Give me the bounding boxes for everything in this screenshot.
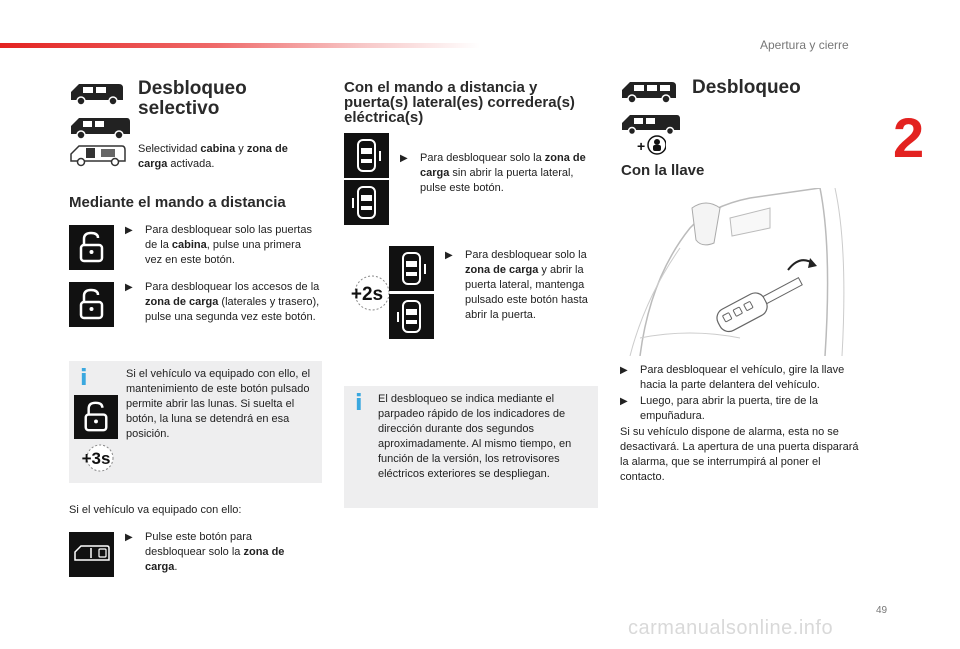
- unlock-button-icon: [69, 225, 114, 270]
- van-long-icon: [69, 114, 132, 140]
- info-indicators-text: El desbloqueo se indica mediante el parpadeo rápido de los indicadores de dirección durante dos segundos aproximadamente. Al mismo tiempo, en función de la versión, los retrovisores eléctricos exteriores se despliegan.: [378, 393, 572, 480]
- unlock-button-icon: [74, 395, 118, 439]
- chapter-number: 2: [893, 106, 925, 169]
- van-icon: [620, 78, 678, 104]
- selectivity-text: Selectividad cabina y zona de carga activada.: [138, 143, 288, 170]
- key-heading: Con la llave: [621, 162, 705, 179]
- bullet-icon: ▶: [125, 532, 133, 543]
- bullet-cargo-only: ▶ Pulse este botón para desbloquear solo la zona de carga.: [125, 531, 285, 573]
- bullet-icon: ▶: [125, 225, 133, 236]
- info-windows-text: Si el vehículo va equipado con ello, el mantenimiento de este botón pulsado permite abrir las lunas. Si suelta el botón, la luna se detendrá en esa posición.: [126, 368, 311, 440]
- van-outline-icon: [69, 143, 127, 167]
- page-number: 49: [876, 605, 888, 616]
- door-key-illustration: [620, 188, 874, 356]
- selective-title: Desbloqueo selectivo: [138, 78, 247, 119]
- remote-heading: Mediante el mando a distancia: [69, 194, 286, 211]
- unlock-title: Desbloqueo: [692, 77, 801, 98]
- bullet-icon: ▶: [125, 282, 133, 293]
- bullet-turn-key: ▶ Para desbloquear el vehículo, gire la llave hacia la parte delantera del vehículo.: [620, 364, 845, 391]
- section-title: Apertura y cierre: [760, 38, 849, 52]
- badge-2s-text: +2s: [350, 284, 384, 305]
- alarm-text: Si su vehículo dispone de alarma, esta no se desactivará. La apertura de una puerta disparará la alarma, que se interrumpirá al poner el contacto.: [620, 426, 859, 483]
- equipped-text: Si el vehículo va equipado con ello:: [69, 504, 242, 516]
- sliding-door-heading: Con el mando a distancia y puerta(s) lateral(es) corredera(s) eléctrica(s): [344, 79, 575, 126]
- svg-text:+: +: [637, 138, 646, 154]
- watermark: carmanualsonline.info: [628, 617, 834, 639]
- sliding-door-button-icon: [389, 294, 434, 339]
- bullet-cargo-with-door: ▶ Para desbloquear solo la zona de carga y abrir la puerta lateral, mantenga pulsado este botón hasta abrir la puerta.: [445, 249, 588, 321]
- bullet-cabin-unlock: ▶ Para desbloquear solo las puertas de la cabina, pulse una primera vez en este botón.: [125, 224, 312, 266]
- crew-cab-plus-icon: [636, 133, 666, 157]
- bullet-icon: ▶: [400, 153, 408, 164]
- info-icon: i: [80, 366, 88, 391]
- info-box-windows: [69, 361, 322, 483]
- bullet-icon: ▶: [445, 250, 453, 261]
- sliding-door-button-icon: [344, 133, 389, 178]
- bullet-icon: ▶: [620, 365, 628, 376]
- info-icon: i: [355, 391, 363, 416]
- sliding-door-button-icon: [344, 180, 389, 225]
- info-box-indicators: [344, 386, 598, 508]
- unlock-button-icon: [69, 282, 114, 327]
- bullet-icon: ▶: [620, 396, 628, 407]
- sliding-door-button-icon: [389, 246, 434, 291]
- bullet-pull-handle: ▶ Luego, para abrir la puerta, tire de la empuñadura.: [620, 395, 818, 422]
- header-accent-bar: [0, 43, 480, 48]
- bullet-cargo-unlock: ▶ Para desbloquear los accesos de la zona de carga (laterales y trasero), pulse una segunda vez este botón.: [125, 281, 320, 323]
- bullet-cargo-no-door: ▶ Para desbloquear solo la zona de carga sin abrir la puerta lateral, pulse este botón.: [400, 152, 586, 194]
- timer-2s-badge: [344, 274, 390, 312]
- timer-3s-badge: [73, 443, 119, 473]
- badge-3s-text: +3s: [81, 449, 111, 468]
- van-icon: [69, 80, 125, 106]
- cargo-zone-button-icon: [69, 532, 114, 577]
